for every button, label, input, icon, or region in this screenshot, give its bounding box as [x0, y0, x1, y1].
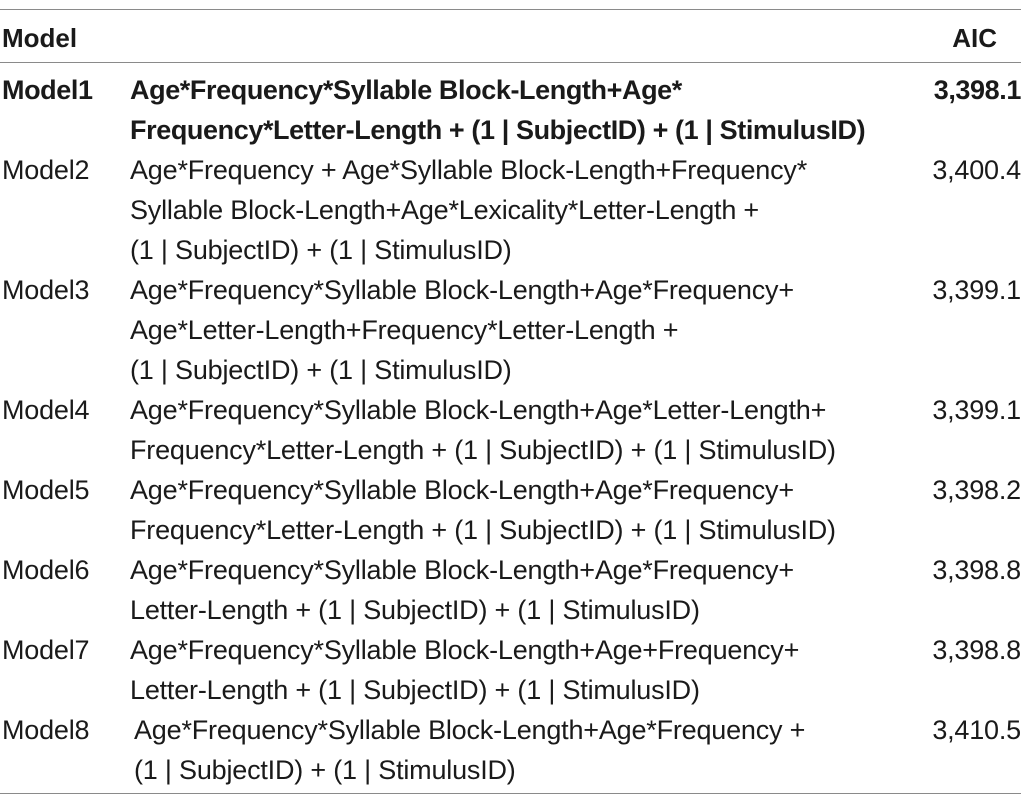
formula-line: (1 | SubjectID) + (1 | StimulusID) [130, 235, 512, 265]
formula-line: Age*Frequency*Syllable Block-Length+Age*Frequency+ [130, 475, 794, 505]
formula-cell [130, 470, 890, 550]
table-header-rule [0, 62, 1021, 63]
aic-value-cell: 3,398.8 [932, 635, 1021, 665]
formula-line: Age*Frequency*Syllable Block-Length+Age*Frequency+ [130, 275, 794, 305]
formula-line: Syllable Block-Length+Age*Lexicality*Letter-Length + [130, 195, 760, 225]
formula-cell [130, 630, 890, 710]
aic-value-cell: 3,398.2 [932, 475, 1021, 505]
aic-value-cell: 3,399.1 [932, 275, 1021, 305]
formula-line: Age*Frequency*Syllable Block-Length+Age+Frequency+ [130, 635, 800, 665]
table-row [0, 390, 1021, 470]
formula-line: Frequency*Letter-Length + (1 | SubjectID) + (1 | StimulusID) [130, 435, 836, 465]
aic-value-cell: 3,398.8 [932, 555, 1021, 585]
aic-value-cell: 3,399.1 [932, 395, 1021, 425]
formula-cell [130, 390, 890, 470]
aic-value-cell: 3,410.5 [932, 715, 1021, 745]
formula-cell [130, 550, 890, 630]
table-row [0, 470, 1021, 550]
table-row [0, 150, 1021, 270]
formula-cell [130, 70, 890, 150]
model-name-cell: Model4 [2, 395, 90, 425]
table-row [0, 630, 1021, 710]
formula-line: (1 | SubjectID) + (1 | StimulusID) [130, 355, 512, 385]
table-body [0, 70, 1021, 790]
table-row [0, 70, 1021, 150]
formula-line: Age*Frequency + Age*Syllable Block-Length+Frequency* [130, 155, 808, 185]
formula-line: Age*Frequency*Syllable Block-Length+Age* [130, 75, 682, 105]
model-name-cell: Model6 [2, 555, 90, 585]
formula-line: Age*Frequency*Syllable Block-Length+Age*Letter-Length+ [130, 395, 827, 425]
aic-value-cell: 3,398.1 [933, 75, 1021, 105]
formula-line: Frequency*Letter-Length + (1 | SubjectID) + (1 | StimulusID) [130, 515, 836, 545]
table-row [0, 270, 1021, 390]
model-name-cell: Model5 [2, 475, 90, 505]
formula-line: Letter-Length + (1 | SubjectID) + (1 | StimulusID) [130, 675, 700, 705]
formula-cell [134, 710, 894, 790]
model-name-cell: Model7 [2, 635, 90, 665]
model-name-cell: Model8 [2, 715, 90, 745]
aic-value-cell: 3,400.4 [932, 155, 1021, 185]
formula-line: Letter-Length + (1 | SubjectID) + (1 | StimulusID) [130, 595, 700, 625]
formula-line: Age*Frequency*Syllable Block-Length+Age*Frequency + [134, 715, 806, 745]
table-top-rule [0, 9, 1021, 10]
formula-line: Frequency*Letter-Length + (1 | SubjectID) + (1 | StimulusID) [130, 115, 866, 145]
table-header-row [0, 18, 1021, 58]
table-bottom-rule [0, 793, 1021, 794]
formula-line: Age*Frequency*Syllable Block-Length+Age*Frequency+ [130, 555, 794, 585]
model-name-cell: Model1 [2, 75, 93, 105]
model-name-cell: Model3 [2, 275, 90, 305]
formula-cell [130, 270, 890, 390]
table-row [0, 710, 1021, 790]
header-model: Model [2, 23, 78, 53]
table-row [0, 550, 1021, 630]
header-aic: AIC [952, 23, 997, 53]
formula-line: Age*Letter-Length+Frequency*Letter-Length + [130, 315, 679, 345]
formula-line: (1 | SubjectID) + (1 | StimulusID) [134, 755, 516, 785]
model-name-cell: Model2 [2, 155, 90, 185]
formula-cell [130, 150, 890, 270]
